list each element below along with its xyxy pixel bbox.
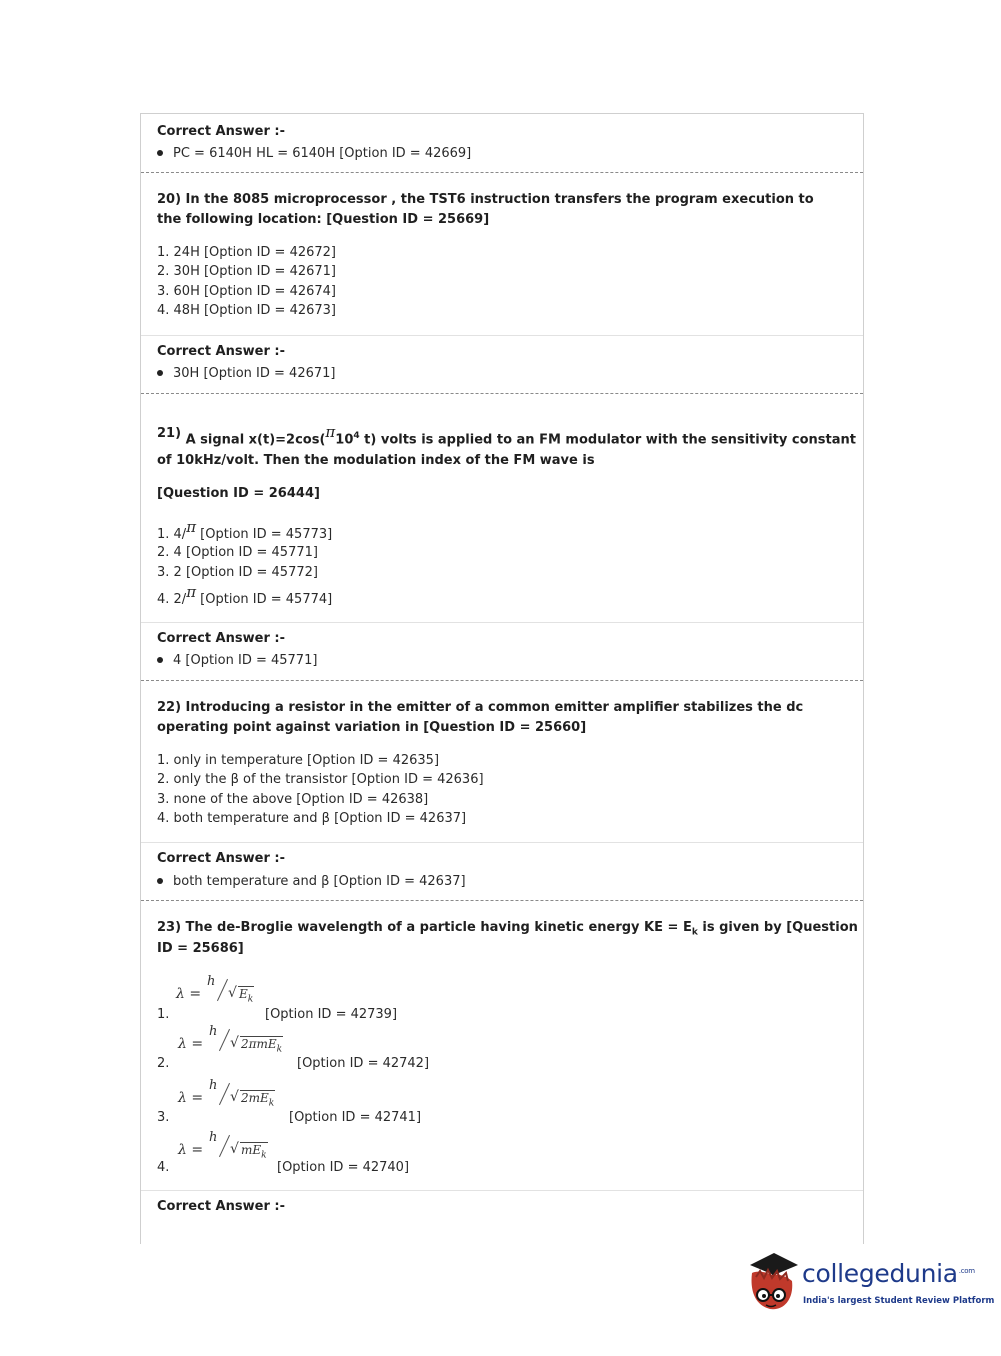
question-sheet: [140, 113, 864, 1244]
q22-option-2: 2. only the β of the transistor [Option ID = 42636]: [157, 772, 484, 787]
logo-tagline: India's largest Student Review Platform: [803, 1296, 995, 1306]
bullet-icon: [157, 878, 163, 884]
question-22-text: 22) Introducing a resistor in the emitter of a common emitter amplifier stabilizes the dc operating point against variation in [Question ID = 25660]: [157, 700, 804, 735]
question-20-text: 20) In the 8085 microprocessor , the TST6 instruction transfers the program execution to the following location: [Question ID = 25669]: [157, 192, 814, 227]
q22-option-4: 4. both temperature and β [Option ID = 42637]: [157, 811, 467, 826]
answer-divider: [141, 622, 863, 623]
q20-option-4: 4. 48H [Option ID = 42673]: [157, 303, 337, 318]
answer-heading: Correct Answer :-: [157, 124, 285, 139]
q23-option-1-formula: λ = h √ $E_k$: [176, 974, 254, 1005]
q20-answer-heading: Correct Answer :-: [157, 344, 285, 359]
question-23-text: 23) The de-Broglie wavelength of a particle having kinetic energy KE = $E_k$ is given by [Question: [157, 920, 858, 938]
q20-option-3: 3. 60H [Option ID = 42674]: [157, 284, 337, 299]
q22-option-3: 3. none of the above [Option ID = 42638]: [157, 792, 429, 807]
bullet-icon: [157, 150, 163, 156]
q21-answer-text: 4 [Option ID = 45771]: [173, 653, 318, 668]
q21-option-3: 3. 2 [Option ID = 45772]: [157, 565, 318, 580]
q23-option-4-formula: λ = h √ $mE_k$: [178, 1130, 267, 1161]
q20-option-1: 1. 24H [Option ID = 42672]: [157, 245, 337, 260]
collegedunia-logo[interactable]: [744, 1251, 995, 1321]
q22-answer-text: both temperature and β [Option ID = 42637]: [173, 874, 466, 889]
logo-wordmark: collegedunia$^{.com}$: [802, 1259, 975, 1288]
q23-option-2-number: 2.: [157, 1056, 170, 1071]
answer-line: [157, 144, 471, 164]
q23-answer-heading: Correct Answer :-: [157, 1199, 285, 1214]
question-21-id: [Question ID = 26444]: [157, 486, 320, 501]
q23-option-2-label: [Option ID = 42742]: [297, 1056, 430, 1071]
question-divider: [141, 680, 863, 681]
q23-option-3-number: 3.: [157, 1110, 170, 1125]
bullet-icon: [157, 657, 163, 663]
q22-answer-heading: Correct Answer :-: [157, 851, 285, 866]
q22-answer-line: [157, 872, 466, 892]
q23-option-3-label: [Option ID = 42741]: [289, 1110, 422, 1125]
q20-answer-line: [157, 364, 335, 384]
answer-divider: [141, 1190, 863, 1191]
question-divider: [141, 900, 863, 901]
q20-option-2: 2. 30H [Option ID = 42671]: [157, 264, 337, 279]
question-21-text: 21) A signal $x(t)=2\cos(\pi 10^4$ t) volts is applied to an FM modulator with the sensitivity constant: [157, 423, 856, 448]
q23-option-4-label: [Option ID = 42740]: [277, 1160, 410, 1175]
pi-symbol: π: [325, 423, 336, 442]
q23-option-3-formula: λ = h √ $2mE_k$: [178, 1078, 275, 1109]
q23-option-1-number: 1.: [157, 1007, 170, 1022]
q21-answer-line: [157, 651, 317, 671]
mascot-icon: [744, 1251, 802, 1317]
q22-option-1: 1. only in temperature [Option ID = 42635]: [157, 753, 440, 768]
answer-divider: [141, 842, 863, 843]
q20-answer-text: 30H [Option ID = 42671]: [173, 366, 336, 381]
q23-option-2-formula: λ = h √ 2πmE$_k$: [178, 1024, 283, 1055]
q23-option-4-number: 4.: [157, 1160, 170, 1175]
q21-answer-heading: Correct Answer :-: [157, 631, 285, 646]
question-23-text-line2: ID = 25686]: [157, 941, 244, 956]
question-21-text-line2: of 10kHz/volt. Then the modulation index of the FM wave is: [157, 453, 595, 468]
bullet-icon: [157, 370, 163, 376]
question-divider: [141, 172, 863, 173]
q21-option-4: 4. 2/π [Option ID = 45774]: [157, 583, 333, 607]
q21-option-2: 2. 4 [Option ID = 45771]: [157, 545, 318, 560]
q21-option-1: 1. 4/π [Option ID = 45773]: [157, 518, 333, 542]
question-divider: [141, 393, 863, 394]
answer-divider: [141, 335, 863, 336]
q23-option-1-label: [Option ID = 42739]: [265, 1007, 398, 1022]
answer-text: PC = 6140H HL = 6140H [Option ID = 42669]: [173, 146, 472, 161]
